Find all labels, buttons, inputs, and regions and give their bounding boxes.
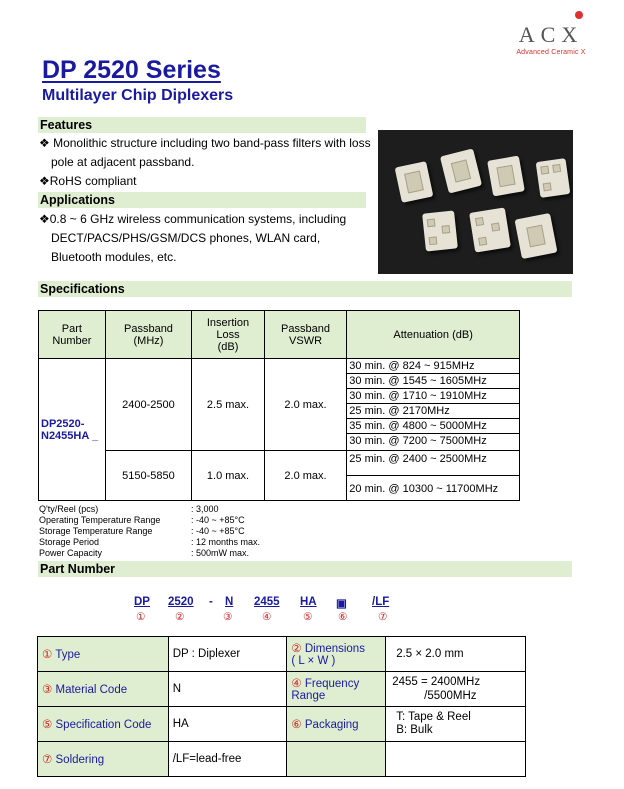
material-value: N [168,672,287,707]
type-value: DP : Diplexer [168,637,287,672]
attenuation-cell [347,359,520,451]
code-separator: - [209,596,213,608]
empty-value-cell [386,742,526,777]
misc-value: : -40 ~ +85°C [191,526,245,536]
attenuation-line: 30 min. @ 1545 ~ 1605MHz [347,374,519,389]
soldering-label-cell [38,742,169,777]
specifications-heading: Specifications [38,281,572,297]
attenuation-line: 30 min. @ 1710 ~ 1910MHz [347,389,519,404]
product-photo [378,130,573,274]
type-label: Type [55,649,81,661]
dimensions-value: 2.5 × 2.0 mm [386,637,526,672]
chip-image [487,155,525,196]
spec-code-label-cell [38,707,169,742]
passband-value: 5150-5850 [105,451,191,501]
application-item-1-cont: DECT/PACS/PHS/GSM/DCS phones, WLAN card, [51,231,321,245]
attenuation-line: 25 min. @ 2170MHz [347,404,519,419]
marker: ② [175,611,185,623]
marker: ③ [223,611,233,623]
chip-image [422,210,458,251]
misc-label: Storage Temperature Range [39,526,153,536]
page-subtitle: Multilayer Chip Diplexers [42,87,234,104]
code-segment: 2455 [254,596,280,608]
soldering-value: /LF=lead-free [168,742,287,777]
material-label-cell [38,672,169,707]
part-number-cell: DP2520- N2455HA _ [39,359,106,501]
passband-value: 2400-2500 [105,359,191,451]
marker: ⑦ [42,754,53,766]
application-item-1: ❖0.8 ~ 6 GHz wireless communication systems, including [39,212,347,226]
attenuation-line: 25 min. @ 2400 ~ 2500MHz [347,451,519,476]
code-box-icon: ▣ [336,598,347,610]
header-attenuation: Attenuation (dB) [347,311,520,359]
marker: ① [136,611,146,623]
header-passband: Passband (MHz) [105,311,191,359]
chip-image [536,158,571,198]
misc-label: Power Capacity [39,548,103,558]
application-item-1-cont2: Bluetooth modules, etc. [51,250,177,264]
loss-value: 2.5 max. [192,359,265,451]
frequency-label: Frequency Range [291,678,360,702]
attenuation-line: 30 min. @ 824 ~ 915MHz [347,359,519,374]
marker: ③ [42,684,53,696]
attenuation-cell [347,451,520,501]
spec-code-value: HA [168,707,287,742]
feature-item-2: ❖RoHS compliant [39,174,137,188]
dimensions-label-cell [287,637,386,672]
empty-label-cell [287,742,386,777]
marker: ⑦ [378,611,388,623]
marker: ④ [262,611,272,623]
misc-label: Operating Temperature Range [39,515,161,525]
marker: ④ [291,678,302,690]
packaging-label-cell [287,707,386,742]
chip-image [440,148,482,193]
header-part-number: Part Number [39,311,106,359]
vswr-value: 2.0 max. [264,451,347,501]
logo-dot-icon [575,11,583,19]
frequency-label-cell [287,672,386,707]
misc-label: Storage Period [39,537,100,547]
header-insertion-loss: Insertion Loss (dB) [192,311,265,359]
chip-image [395,161,434,203]
company-logo [511,22,591,56]
chip-image [469,207,511,252]
attenuation-line: 35 min. @ 4800 ~ 5000MHz [347,419,519,434]
page-title: DP 2520 Series [42,56,221,84]
type-label-cell [38,637,169,672]
marker: ⑤ [42,719,53,731]
marker: ⑥ [291,719,302,731]
marker: ⑥ [338,611,348,623]
code-segment: 2520 [168,596,194,608]
header-vswr: Passband VSWR [264,311,347,359]
part-number-heading: Part Number [38,561,572,577]
marker: ⑤ [303,611,313,623]
logo-subtitle: Advanced Ceramic X [516,49,586,56]
marker: ① [42,649,53,661]
frequency-value: 2455 = 2400MHz /5500MHz [386,672,526,707]
feature-item-1: ❖ Monolithic structure including two band-pass filters with loss [39,136,371,150]
spec-code-label: Specification Code [55,719,152,731]
loss-value: 1.0 max. [192,451,265,501]
dimensions-label: Dimensions ( L × W ) [291,643,365,667]
vswr-value: 2.0 max. [264,359,347,451]
applications-heading: Applications [38,192,366,208]
marker: ② [291,643,302,655]
attenuation-line: 30 min. @ 7200 ~ 7500MHz [349,435,487,447]
feature-item-1-cont: pole at adjacent passband. [51,155,195,169]
part-code-table [37,636,526,777]
features-heading: Features [38,117,366,133]
code-segment: N [225,596,234,608]
misc-specs [39,504,260,559]
logo-text: ACX [518,22,584,47]
attenuation-line: 20 min. @ 10300 ~ 11700MHz [349,483,499,495]
code-segment: HA [300,596,317,608]
misc-value: : 12 months max. [191,537,261,547]
misc-value: : 3,000 [191,504,219,514]
specifications-table [38,310,520,501]
misc-value: : 500mW max. [191,548,250,558]
soldering-label: Soldering [55,754,105,766]
misc-label: Q'ty/Reel (pcs) [39,504,99,514]
packaging-value: T: Tape & Reel B: Bulk [386,707,526,742]
material-label: Material Code [55,684,128,696]
chip-image [515,213,558,259]
code-segment: DP [134,596,150,608]
code-segment: /LF [372,596,390,608]
packaging-label: Packaging [304,719,359,731]
misc-value: : -40 ~ +85°C [191,515,245,525]
